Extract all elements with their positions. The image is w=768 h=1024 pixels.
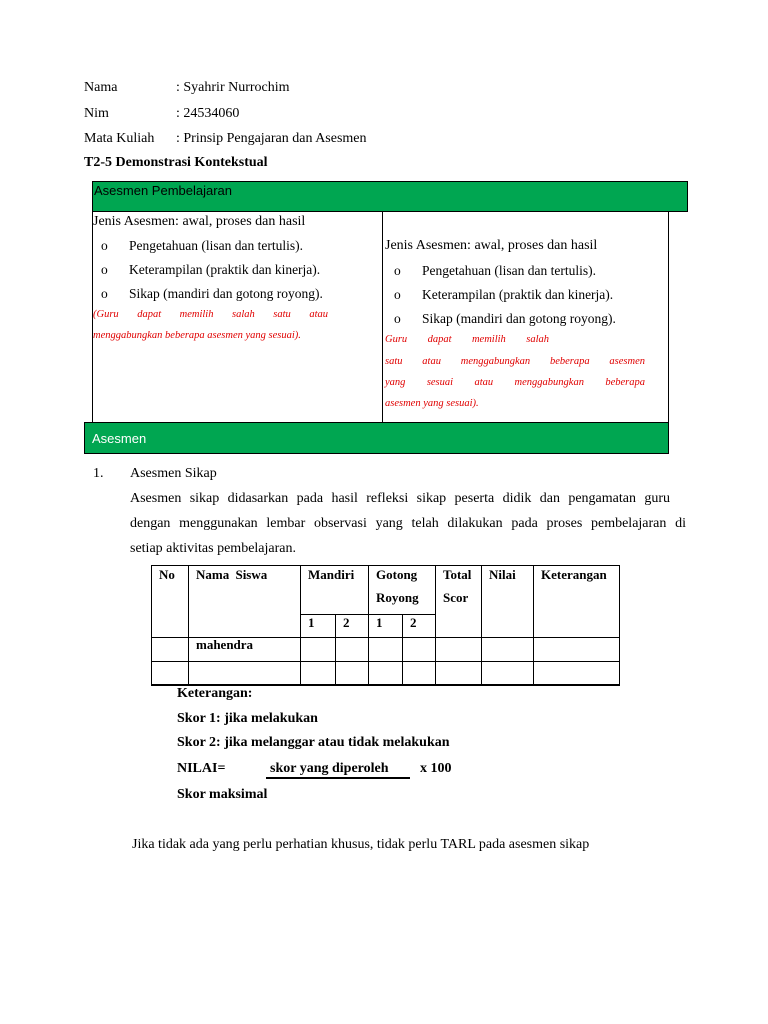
section-paragraph-line1: Asesmen sikap didasarkan pada hasil refleksi sikap peserta didik dan pengamatan guru: [130, 491, 670, 506]
left-jenis-asesmen: Jenis Asesmen: awal, proses dan hasil: [93, 214, 306, 229]
left-note-line2: menggabungkan beberapa asesmen yang sesuai).: [93, 330, 301, 341]
th-sub-1b-text: 1: [376, 615, 383, 630]
th-nilai-text: Nilai: [489, 567, 516, 582]
right-note-line2: satu atau menggabungkan beberapa asesmen: [385, 356, 645, 367]
th-total-text-2: Scor: [443, 590, 469, 605]
th-mandiri-text: Mandiri: [308, 567, 355, 582]
section-paragraph-line3: setiap aktivitas pembelajaran.: [130, 541, 296, 556]
section-title: Asesmen Sikap: [130, 466, 217, 481]
th-ket-text: Keterangan: [541, 567, 607, 582]
th-sub-1a: [300, 614, 336, 638]
th-sub-2b-text: 2: [410, 615, 417, 630]
skor-1: Skor 1: jika melakukan: [177, 711, 318, 726]
th-gotong-text-1: Gotong: [376, 567, 418, 582]
right-jenis-asesmen: Jenis Asesmen: awal, proses dan hasil: [385, 238, 598, 253]
row1-nama: mahendra: [196, 637, 254, 652]
assessment-box-heading: [92, 181, 688, 212]
formula-times: x 100: [420, 761, 452, 776]
fraction-line: [266, 777, 410, 779]
th-sub-2a: [335, 614, 369, 638]
document-title: T2-5 Demonstrasi Kontekstual: [84, 155, 268, 170]
left-note-line1: (Guru dapat memilih salah satu atau: [93, 309, 328, 320]
closing-text: Jika tidak ada yang perlu perhatian khusus, tidak perlu TARL pada asesmen sikap: [132, 837, 590, 852]
skor-2: Skor 2: jika melanggar atau tidak melakukan: [177, 735, 450, 750]
th-sub-1b: [368, 614, 403, 638]
nama-value: : Syahrir Nurrochim: [176, 80, 290, 95]
nama-label: Nama: [84, 80, 118, 95]
right-note-line3: yang sesuai atau menggabungkan beberapa: [385, 377, 645, 388]
th-nama-text: Nama Siswa: [196, 567, 268, 582]
formula-numerator: skor yang diperoleh: [270, 761, 389, 776]
keterangan-title: Keterangan:: [177, 686, 253, 701]
mata-kuliah-value: : Prinsip Pengajaran dan Asesmen: [176, 131, 367, 146]
assessment-heading-text: Asesmen Pembelajaran: [94, 183, 233, 198]
th-gotong-text-2: Royong: [376, 590, 419, 605]
asesmen-bar: [84, 422, 669, 454]
th-sub-2b: [402, 614, 436, 638]
nim-value: : 24534060: [176, 106, 240, 121]
th-sub-1a-text: 1: [308, 615, 315, 630]
asesmen-bar-text: Asesmen: [92, 431, 147, 446]
column-divider: [382, 211, 383, 423]
th-sub-2a-text: 2: [343, 615, 350, 630]
formula-denominator: Skor maksimal: [177, 787, 268, 802]
right-note-line1: Guru dapat memilih salah: [385, 334, 549, 345]
th-total-text-1: Total: [443, 567, 472, 582]
section-number: 1.: [93, 466, 104, 481]
th-no-text: No: [159, 567, 175, 582]
right-note-line4: asesmen yang sesuai).: [385, 398, 479, 409]
section-paragraph-line2: dengan menggunakan lembar observasi yang telah dilakukan pada proses pembelajaran di: [130, 516, 686, 531]
nim-label: Nim: [84, 106, 109, 121]
nilai-label: NILAI=: [177, 761, 226, 776]
mata-kuliah-label: Mata Kuliah: [84, 131, 155, 146]
